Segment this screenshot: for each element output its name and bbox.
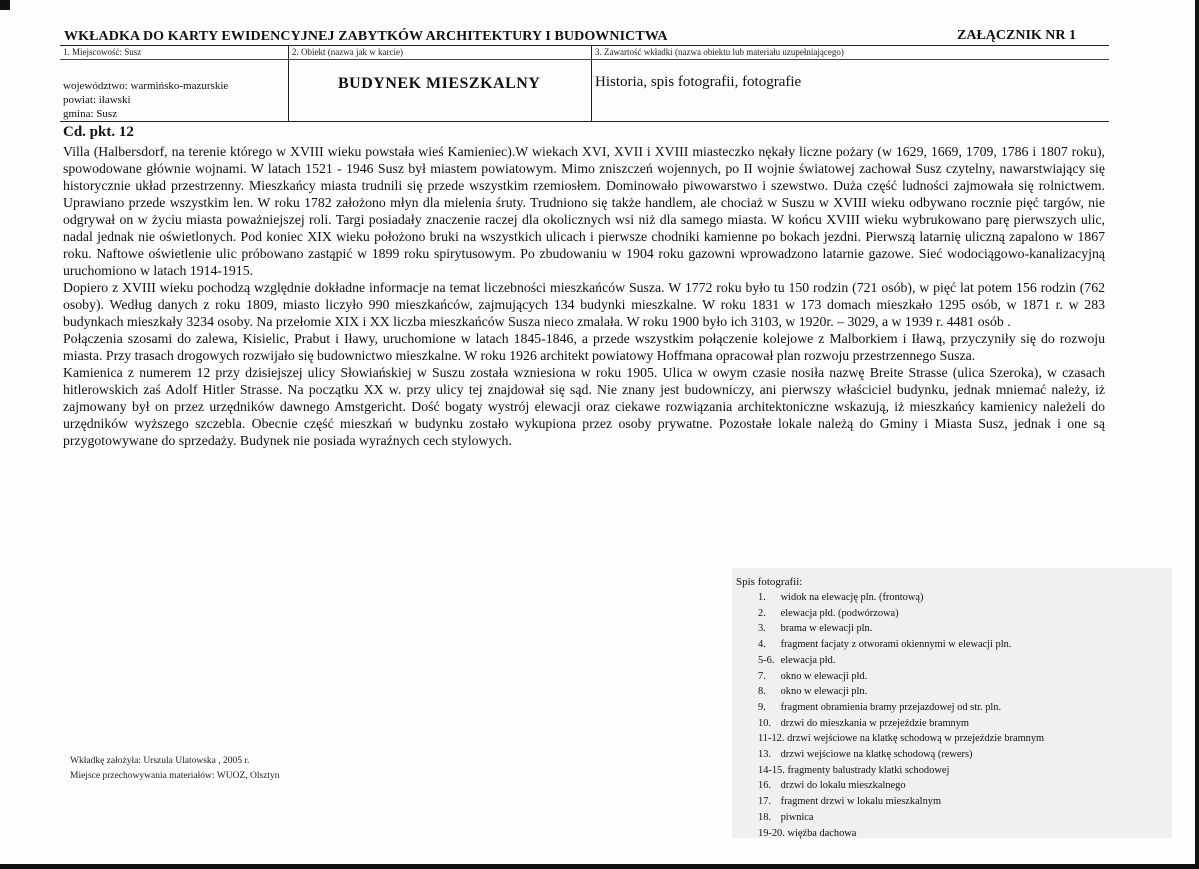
history-text xyxy=(63,143,1105,449)
commune-field: gmina: Susz xyxy=(63,108,118,120)
list-item: 7. okno w elewacji płd. xyxy=(758,670,868,682)
list-item: 9. fragment obramienia bramy przejazdowej od str. pln. xyxy=(758,701,1002,713)
list-item: 14-15. fragmenty balustrady klatki schodowej xyxy=(758,764,950,776)
county-field: powiat: iławski xyxy=(63,94,131,106)
attachment-number: ZAŁĄCZNIK NR 1 xyxy=(957,28,1077,43)
list-item: 1. widok na elewację pln. (frontową) xyxy=(758,592,924,603)
storage-note: Miejsce przechowywania materiałów: WUOZ, Olsztyn xyxy=(70,771,280,781)
document-title: WKŁADKA DO KARTY EWIDENCYJNEJ ZABYTKÓW ARCHITEKTURY I BUDOWNICTWA xyxy=(64,29,668,44)
label-rule xyxy=(60,59,1109,60)
history-paragraph: Połączenia szosami do zalewa, Kisielic, Prabut i Iławy, uruchomione w latach 1845-1846, a przede wszystkim połączenie kolejowe z Malborkiem i Iławą, przyczyniły się do rozwoju miasta. Przy trasach drogowych rozwijało się budownictwo mieszkalne. W roku 1926 architekt powiatowy Hoffmana opracował plan rozwoju przestrzennego Susza. xyxy=(63,331,1105,363)
list-item: 18. piwnica xyxy=(758,811,814,823)
photo-list-title: Spis fotografii: xyxy=(736,576,803,588)
list-item: 10. drzwi do mieszkania w przejeździe bramnym xyxy=(758,717,970,729)
list-item: 16. drzwi do lokalu mieszkalnego xyxy=(758,780,906,792)
list-item: 5-6. elewacja płd. xyxy=(758,654,836,666)
list-item: 11-12. drzwi wejściowe na klatkę schodową w przejeździe bramnym xyxy=(758,733,1045,745)
section-title: Cd. pkt. 12 xyxy=(63,124,134,140)
list-item: 19-20. więźba dachowa xyxy=(758,827,857,839)
contents-value: Historia, spis fotografii, fotografie xyxy=(595,74,802,90)
list-item: 17. fragment drzwi w lokalu mieszkalnym xyxy=(758,796,942,808)
list-item: 13. drzwi wejściowe na klatkę schodową (rewers) xyxy=(758,749,973,761)
history-paragraph: Kamienica z numerem 12 przy dzisiejszej ulicy Słowiańskiej w Suszu została wzniesiona w roku 1905. Ulica w owym czasie nosiła nazwę Breite Strasse (ulica Szeroka), w czasach hitlerowskich zaś Adolf Hitler Strasse. Na początku XX w. przy ulicy tej znajdował się sąd. Nie znany jest budowniczy, ani pierwszy właściciel budynku, jednak mniemać należy, iż zajmowany był on przez urzędników dawnego Amstgericht. Dość bogaty wystrój elewacji oraz ciekawe rozwiązania architektoniczne wskazują, iż mieszkańcy kamienicy należeli do urzędników wyższego szczebla. Obecnie część mieszkań w budynku zostało wykupiona przez osoby prywatne. Pozostałe lokale należą do Gminy i Miasta Susz, jednak i one są przygotowywane do sprzedaży. Budynek nie posiada wyraźnych cech stylowych. xyxy=(63,365,1105,448)
column-divider xyxy=(288,46,289,121)
column-divider xyxy=(591,46,592,121)
list-item: 4. fragment facjaty z otworami okiennymi w elewacji pln. xyxy=(758,639,1012,651)
list-item: 8. okno w elewacji pln. xyxy=(758,686,868,698)
object-label: 2. Obiekt (nazwa jak w karcie) xyxy=(292,47,403,57)
history-paragraph: Dopiero z XVIII wieku pochodzą względnie dokładne informacje na temat liczebności mieszkańców Susza. W 1772 roku było tu 150 rodzin (721 osób), w pięć lat potem 156 rodzin (762 osoby). Według danych z roku 1809, miasto liczyło 990 mieszkańców, zajmujących 134 budynki mieszkalne. W roku 1831 w 173 domach mieszkało 1295 osób, w 1871 r. w 283 budynkach mieszkały 3234 osoby. Na przełomie XIX i XX liczba mieszkańców Susza nieco zmalała. W roku 1900 było ich 3103, w 1920r. – 3029, a w 1939 r. 4481 osób . xyxy=(63,280,1105,329)
photo-list xyxy=(758,590,1044,841)
location-label: 1. Miejscowość: Susz xyxy=(63,47,142,57)
object-name: BUDYNEK MIESZKALNY xyxy=(338,75,541,92)
photo-list-box xyxy=(732,568,1172,838)
voivodeship-field: województwo: warmińsko-mazurskie xyxy=(63,80,229,92)
list-item: 2. elewacja płd. (podwórzowa) xyxy=(758,607,899,619)
contents-label: 3. Zawartość wkładki (nazwa obiektu lub materiału uzupełniającego) xyxy=(595,47,844,57)
scan-corner-mark xyxy=(0,0,10,10)
author-note: Wkładkę założyła: Urszula Ulatowska , 2005 r. xyxy=(70,756,250,766)
list-item: 3. brama w elewacji pln. xyxy=(758,623,873,635)
history-paragraph: Villa (Halbersdorf, na terenie którego w XVIII wieku powstała wieś Kamieniec).W wiekach XVI, XVII i XVIII miasteczko nękały liczne pożary (w 1629, 1669, 1709, 1786 i 1807 roku), spowodowane głównie wojnami. W latach 1521 - 1946 Susz był miastem powiatowym. Mimo zniszczeń wojennych, po II wojnie światowej zachował Susz czytelny, nawarstwiający się historycznie układ przestrzenny. Mieszkańcy miasta trudnili się przede wszystkim rzemiosłem. Dominowało piwowarstwo i szewstwo. Duża część ludności zajmowała się rolnictwem. Uprawiano przede wszystkim len. W roku 1782 założono młyn dla mielenia śruty. Trudniono się także handlem, ale chociaż w Suszu w XVIII wieku odbywano rocznie pięć targów, nie odgrywał on w życiu miasta poważniejszej roli. Targi posiadały znaczenie raczej dla okolicznych wsi niż dla samego miasta. W końcu XVIII wieku wybrukowano parę pierwszych ulic, nadal jednak nie oświetlonych. Pod koniec XIX wieku położono bruki na wszystkich ulicach i pierwsze chodniki kamienne po bokach jezdni. Pierwszą latarnię uliczną zapalono w 1867 roku. Naftowe oświetlenie ulic próbowano zastąpić w 1899 roku spirytusowym. Po zbudowaniu w 1904 roku gazowni wprowadzono latarnie gazowe. Sieć wodociągowo-kanalizacyjną uruchomiono w latach 1914-1915. xyxy=(63,144,1105,278)
